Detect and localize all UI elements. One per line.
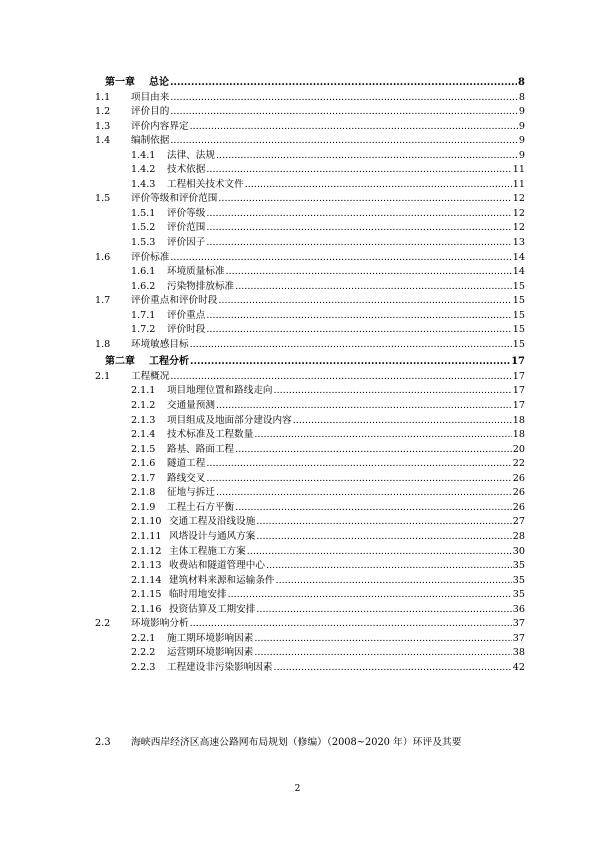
- toc-entry[interactable]: [95, 530, 525, 545]
- toc-entry[interactable]: [95, 149, 525, 164]
- toc-entry-title: 评价目的: [131, 106, 170, 118]
- toc-entry-number: 1.2: [95, 106, 111, 118]
- toc-dot-leader: [190, 120, 518, 135]
- toc-entry-number: 2.2: [95, 618, 111, 630]
- toc-entry[interactable]: [95, 443, 525, 458]
- toc-entry[interactable]: [95, 515, 525, 530]
- toc-entry-number: 1.6: [95, 251, 111, 263]
- toc-entry[interactable]: [95, 559, 525, 574]
- toc-chapter-entry[interactable]: [95, 355, 525, 370]
- toc-dot-leader: [216, 149, 518, 164]
- toc-dot-leader: [206, 221, 511, 236]
- toc-entry-page: 14: [512, 251, 525, 263]
- toc-entry-title: 环境敏感目标: [131, 338, 189, 350]
- toc-entry-page: 12: [512, 207, 525, 219]
- toc-entry-title: 路线交叉: [167, 472, 206, 484]
- toc-entry[interactable]: [95, 134, 525, 149]
- toc-entry[interactable]: [95, 457, 525, 472]
- toc-entry-title: 工程分析: [149, 356, 189, 368]
- toc-dot-leader: [256, 530, 511, 545]
- toc-entry-title: 评价等级和评价范围: [131, 193, 218, 205]
- toc-entry[interactable]: [95, 399, 525, 414]
- toc-dot-leader: [235, 280, 512, 295]
- toc-entry-title: 工程土石方平衡: [167, 501, 235, 513]
- toc-dot-leader: [266, 559, 512, 574]
- toc-entry-number: 1.5.1: [131, 207, 156, 219]
- toc-entry-title: 隧道工程: [167, 458, 206, 470]
- toc-entry-title: 技术依据: [167, 164, 206, 176]
- toc-entry-number: 2.1.12: [131, 545, 162, 557]
- toc-entry-title: 总论: [149, 77, 169, 88]
- toc-entry-page: 35: [512, 574, 525, 586]
- toc-entry-title: 海峡西岸经济区高速公路网布局规划（修编）（2008~2020 年）环评及其要: [131, 737, 462, 748]
- toc-entry-page: 28: [512, 530, 525, 542]
- toc-entry-number: 1.7.2: [131, 324, 156, 336]
- toc-dot-leader: [206, 236, 511, 251]
- toc-entry-number: 2.1.6: [131, 458, 156, 470]
- toc-entry-number: 2.1.11: [131, 530, 162, 542]
- toc-entry-title: 评价等级: [167, 207, 206, 219]
- toc-entry[interactable]: [95, 192, 525, 207]
- toc-entry-number: 1.4.3: [131, 178, 156, 190]
- toc-entry-page: 26: [512, 472, 525, 484]
- toc-dot-leader: [206, 207, 511, 222]
- toc-entry[interactable]: [95, 251, 525, 266]
- toc-entry-page: 17: [512, 385, 525, 397]
- toc-entry-page: 17: [511, 356, 525, 368]
- toc-entry-title: 项目由来: [131, 91, 170, 103]
- toc-entry-number: 1.4: [95, 135, 111, 147]
- toc-entry-title: 投资估算及工期安排: [169, 603, 256, 615]
- toc-entry-page: 42: [512, 661, 525, 673]
- toc-entry-number: 2.1.7: [131, 472, 156, 484]
- toc-entry-title: 评价重点和评价时段: [131, 295, 218, 307]
- toc-dot-leader: [206, 309, 511, 324]
- toc-entry[interactable]: [95, 414, 525, 429]
- toc-entry-title: 评价重点: [167, 309, 206, 321]
- toc-dot-leader: [245, 178, 512, 193]
- toc-entry[interactable]: [95, 370, 525, 385]
- toc-entry-number: 1.4.2: [131, 164, 156, 176]
- toc-entry-number: 2.1.10: [131, 516, 162, 528]
- toc-entry-page: 36: [512, 603, 525, 615]
- toc-entry-title: 项目地理位置和路线走向: [167, 385, 273, 397]
- toc-entry-page: 8: [518, 91, 525, 103]
- toc-entry[interactable]: [95, 265, 525, 280]
- page-number: 2: [294, 784, 301, 794]
- toc-entry-number: 1.7: [95, 295, 111, 307]
- toc-entry-page: 38: [512, 647, 525, 659]
- toc-entry-title: 交通量预测: [167, 400, 215, 412]
- toc-dot-leader: [256, 603, 511, 618]
- toc-dot-leader: [235, 443, 512, 458]
- toc-entry-page: 11: [512, 178, 525, 190]
- toc-entry-number: 2.1.14: [131, 574, 162, 586]
- toc-entry[interactable]: [95, 384, 525, 399]
- toc-entry[interactable]: [95, 428, 525, 443]
- toc-entry-number: 2.1.13: [131, 560, 162, 572]
- toc-entry-title: 路基、路面工程: [167, 443, 235, 455]
- toc-entry-number: 2.1.16: [131, 603, 162, 615]
- toc-entry-page: 26: [512, 501, 525, 513]
- toc-entry[interactable]: [95, 588, 525, 603]
- toc-entry-title: 项目组成及地面部分建设内容: [167, 414, 292, 426]
- toc-entry-number: 2.1.2: [131, 400, 156, 412]
- toc-entry-number: 第二章: [105, 356, 135, 368]
- toc-entry-number: 2.1.9: [131, 501, 156, 513]
- toc-dot-leader: [170, 76, 517, 91]
- toc-entry[interactable]: [95, 236, 525, 251]
- toc-entry-page: 26: [512, 487, 525, 499]
- toc-dot-leader: [254, 646, 511, 661]
- toc-entry-title: 评价标准: [131, 251, 170, 263]
- toc-dot-leader: [170, 251, 511, 266]
- toc-entry[interactable]: [95, 545, 525, 560]
- toc-entry[interactable]: [95, 163, 525, 178]
- toc-dot-leader: [170, 105, 518, 120]
- toc-entry-number: 1.5.3: [131, 237, 156, 249]
- toc-chapter-entry[interactable]: [95, 76, 525, 91]
- toc-entry[interactable]: [95, 472, 525, 487]
- table-of-contents: [95, 76, 525, 675]
- toc-dot-leader: [274, 661, 512, 676]
- toc-entry[interactable]: [95, 632, 525, 647]
- toc-entry-number: 2.1.3: [131, 414, 156, 426]
- toc-entry-title: 评价内容界定: [131, 120, 189, 132]
- toc-entry-title: 征地与拆迁: [167, 487, 215, 499]
- toc-dot-leader: [247, 545, 512, 560]
- toc-entry[interactable]: [95, 309, 525, 324]
- toc-entry-page: 27: [512, 516, 525, 528]
- toc-entry[interactable]: [95, 91, 525, 106]
- toc-entry-page: 9: [518, 149, 525, 161]
- toc-entry-page: 17: [512, 370, 525, 382]
- toc-dot-leader: [218, 294, 511, 309]
- toc-entry[interactable]: [95, 207, 525, 222]
- toc-entry[interactable]: [95, 120, 525, 135]
- toc-dot-leader: [206, 472, 511, 487]
- toc-entry[interactable]: [95, 603, 525, 618]
- toc-entry-page: 17: [512, 400, 525, 412]
- toc-dot-leader: [293, 414, 512, 429]
- toc-entry-title: 交通工程及沿线设施: [169, 516, 256, 528]
- toc-dot-leader: [216, 399, 512, 414]
- toc-entry-number: 2.3: [95, 737, 111, 748]
- toc-entry-page: 18: [512, 429, 525, 441]
- toc-dot-leader: [170, 134, 518, 149]
- toc-entry-number: 1.5.2: [131, 222, 156, 234]
- toc-entry[interactable]: [95, 294, 525, 309]
- toc-entry-page: 14: [512, 266, 525, 278]
- toc-entry-page: 30: [512, 545, 525, 557]
- toc-entry-title: 建筑材料来源和运输条件: [169, 574, 275, 586]
- toc-entry-page: 8: [518, 77, 525, 88]
- toc-entry-title: 评价时段: [167, 324, 206, 336]
- toc-entry-page: 12: [512, 222, 525, 234]
- toc-entry-page: 9: [518, 106, 525, 118]
- toc-entry-title: 编制依据: [131, 135, 170, 147]
- toc-entry-title: 评价范围: [167, 222, 206, 234]
- toc-entry-title: 评价因子: [167, 237, 206, 249]
- toc-entry-title: 法律、法规: [167, 149, 215, 161]
- toc-dot-leader: [274, 384, 512, 399]
- toc-dot-leader: [216, 486, 512, 501]
- toc-entry-number: 2.1.15: [131, 589, 162, 601]
- toc-entry[interactable]: [95, 105, 525, 120]
- toc-entry-page: 35: [512, 560, 525, 572]
- toc-entry[interactable]: [95, 221, 525, 236]
- toc-entry-title: 临时用地安排: [169, 589, 227, 601]
- toc-entry-title: 污染物排放标准: [167, 280, 235, 292]
- toc-entry-title: 风塔设计与通风方案: [169, 530, 256, 542]
- toc-entry-number: 1.6.1: [131, 266, 156, 278]
- toc-entry-page: 12: [512, 193, 525, 205]
- toc-dot-leader: [256, 515, 511, 530]
- toc-entry-title: 环境质量标准: [167, 266, 225, 278]
- toc-dot-leader: [190, 355, 510, 370]
- toc-entry-title: 运营期环境影响因素: [167, 647, 254, 659]
- toc-dot-leader: [206, 163, 511, 178]
- toc-entry-number: 2.1.4: [131, 429, 156, 441]
- toc-entry-page: 13: [512, 237, 525, 249]
- toc-entry-page: 15: [512, 295, 525, 307]
- toc-entry-page: 35: [512, 589, 525, 601]
- toc-entry[interactable]: [95, 574, 525, 589]
- toc-entry-page: 15: [512, 309, 525, 321]
- toc-dot-leader: [218, 192, 511, 207]
- toc-entry-title: 环境影响分析: [131, 618, 189, 630]
- toc-entry[interactable]: [95, 661, 525, 676]
- toc-dot-leader: [190, 617, 512, 632]
- toc-entry-page: 9: [518, 135, 525, 147]
- toc-entry-title: 工程相关技术文件: [167, 178, 244, 190]
- toc-entry-number: 1.6.2: [131, 280, 156, 292]
- toc-entry-title: 工程建设非污染影响因素: [167, 661, 273, 673]
- toc-entry-page: 9: [518, 120, 525, 132]
- toc-entry[interactable]: [95, 617, 525, 632]
- toc-entry[interactable]: [95, 178, 525, 193]
- toc-entry-page: 20: [512, 443, 525, 455]
- toc-entry-number: 2.2.3: [131, 661, 156, 673]
- toc-entry-page: 37: [512, 618, 525, 630]
- toc-dot-leader: [190, 338, 512, 353]
- toc-entry-number: 2.2.1: [131, 632, 156, 644]
- toc-entry-title: 技术标准及工程数量: [167, 429, 254, 441]
- toc-entry-number: 2.2.2: [131, 647, 156, 659]
- toc-entry-page: 11: [512, 164, 525, 176]
- toc-dot-leader: [276, 574, 512, 589]
- toc-entry-number: 1.8: [95, 338, 111, 350]
- toc-entry[interactable]: [95, 501, 525, 516]
- toc-dot-leader: [254, 632, 511, 647]
- toc-entry-number: 1.1: [95, 91, 111, 103]
- toc-entry-number: 2.1.5: [131, 443, 156, 455]
- toc-entry-title: 收费站和隧道管理中心: [169, 560, 265, 572]
- toc-entry-page: 22: [512, 458, 525, 470]
- toc-dot-leader: [170, 370, 511, 385]
- toc-entry-title: 工程概况: [131, 370, 170, 382]
- toc-entry[interactable]: [95, 646, 525, 661]
- toc-entry[interactable]: [95, 486, 525, 501]
- toc-entry-number: 1.7.1: [131, 309, 156, 321]
- toc-entry-wrapped[interactable]: [95, 734, 462, 748]
- toc-dot-leader: [206, 323, 511, 338]
- toc-entry-number: 1.5: [95, 193, 111, 205]
- toc-entry[interactable]: [95, 338, 525, 353]
- toc-entry-number: 2.1.8: [131, 487, 156, 499]
- toc-entry[interactable]: [95, 323, 525, 338]
- toc-entry-page: 15: [512, 324, 525, 336]
- toc-entry-title: 主体工程施工方案: [169, 545, 246, 557]
- toc-entry-number: 2.1.1: [131, 385, 156, 397]
- toc-dot-leader: [228, 588, 512, 603]
- toc-entry-number: 第一章: [105, 77, 135, 88]
- toc-dot-leader: [254, 428, 511, 443]
- toc-entry-page: 15: [512, 338, 525, 350]
- toc-entry[interactable]: [95, 280, 525, 295]
- toc-entry-number: 1.3: [95, 120, 111, 132]
- toc-entry-page: 18: [512, 414, 525, 426]
- toc-entry-number: 1.4.1: [131, 149, 156, 161]
- toc-entry-title: 施工期环境影响因素: [167, 632, 254, 644]
- toc-dot-leader: [235, 501, 512, 516]
- toc-dot-leader: [170, 91, 518, 106]
- toc-entry-page: 37: [512, 632, 525, 644]
- toc-dot-leader: [206, 457, 511, 472]
- toc-entry-page: 15: [512, 280, 525, 292]
- toc-entry-number: 2.1: [95, 370, 111, 382]
- toc-dot-leader: [226, 265, 512, 280]
